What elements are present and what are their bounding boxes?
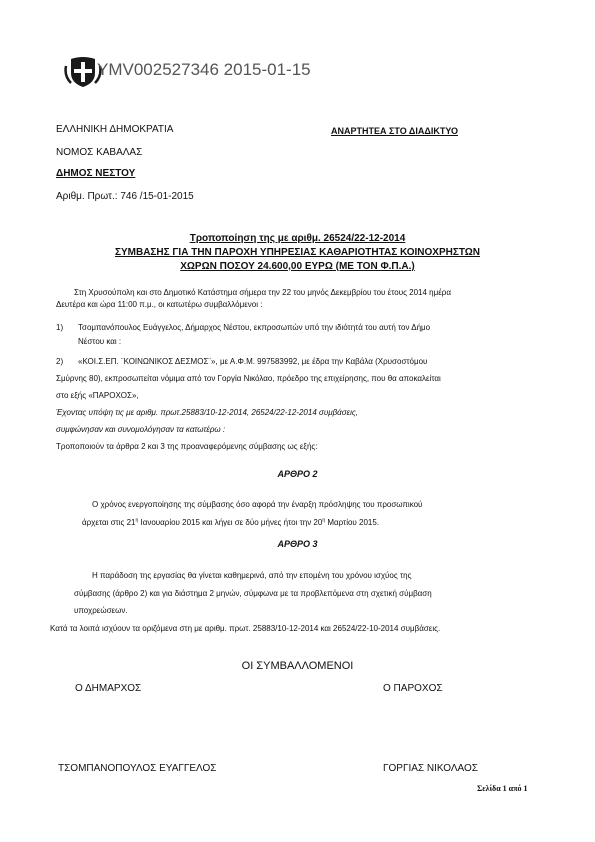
amendment-line: Τροποποιούν τα άρθρα 2 και 3 της προαναφερόμενης σύμβασης ως εξής: — [56, 442, 318, 451]
header-republic: ΕΛΛΗΝΙΚΗ ΔΗΜΟΚΡΑΤΙΑ — [56, 124, 174, 135]
intro-line-1: Στη Χρυσούπολη και στο Δημοτικό Κατάστημα σήμερα την 22 του μηνός Δεκεμβρίου του έτους 2014 ημέρα — [74, 288, 451, 297]
article-3-title: ΑΡΘΡΟ 3 — [277, 539, 318, 549]
page-number: Σελίδα 1 από 1 — [477, 784, 528, 793]
having-regard-line: Έχοντας υπόψη τις με αριθμ. πρωτ.25883/10-12-2014, 26524/22-12-2014 συμβάσεις, — [56, 408, 358, 417]
party-1-number: 1) — [56, 323, 64, 332]
header-protocol-number: Αριθμ. Πρωτ.: 746 /15-01-2015 — [56, 191, 194, 202]
header-municipality: ΔΗΜΟΣ ΝΕΣΤΟΥ — [56, 168, 136, 179]
article-3-line-2: σύμβασης (άρθρο 2) και για διάστημα 2 μηνών, σύμφωνα με τα προβλεπόμενα στη σχετική σύμβαση — [74, 589, 432, 598]
mayor-role: Ο ΔΗΜΑΡΧΟΣ — [75, 683, 142, 694]
party-1-line-1: Τσομπανόπουλος Ευάγγελος, Δήμαρχος Νέστου, εκπροσωπών υπό την ιδιότητά του αυτή τον Δήμο — [78, 323, 431, 332]
intro-line-2: Δευτέρα και ώρα 11:00 π.μ., οι κατωτέρω συμβαλλόμενοι : — [56, 300, 263, 309]
party-2-line-1: «ΚΟΙ.Σ.ΕΠ. ¨ΚΟΙΝΩΝΙΚΟΣ ΔΕΣΜΟΣ¨», με Α.Φ.Μ. 997583992, με έδρα την Καβάλα (Χρυσοστόμου — [78, 357, 428, 366]
party-2-line-2: Σμύρνης 80), εκπροσωπείται νόμιμα από τον Γοργία Νικόλαο, πρόεδρο της επιχείρησης, που θα αποκαλείται — [56, 374, 441, 383]
title-line-3: ΧΩΡΩΝ ΠΟΣΟΥ 24.600,00 ΕΥΡΩ (ΜΕ ΤΟΝ Φ.Π.Α.) — [180, 261, 415, 272]
article-3-line-3: υποχρεώσεων. — [74, 606, 128, 615]
article-3-line-1: Η παράδοση της εργασίας θα γίνεται καθημερινά, από την επομένη του χρόνου ισχύος της — [92, 571, 412, 580]
title-line-2: ΣΥΜΒΑΣΗΣ ΓΙΑ ΤΗΝ ΠΑΡΟΧΗ ΥΠΗΡΕΣΙΑΣ ΚΑΘΑΡΙΟΤΗΤΑΣ ΚΟΙΝΟΧΡΗΣΤΩΝ — [114, 247, 481, 258]
article-2-line-1: Ο χρόνος ενεργοποίησης της σύμβασης όσο αφορά την έναρξη πρόσληψης του προσωπικού — [92, 500, 423, 509]
provider-name: ΓΟΡΓΙΑΣ ΝΙΚΟΛΑΟΣ — [383, 763, 478, 774]
internet-posting-note: ΑΝΑΡΤΗΤΕΑ ΣΤΟ ΔΙΑΔΙΚΤΥΟ — [331, 126, 458, 136]
mayor-name: ΤΣΟΜΠΑΝΟΠΟΥΛΟΣ ΕΥΑΓΓΕΛΟΣ — [58, 763, 217, 774]
agreed-line: συμφώνησαν και συνομολόγησαν τα κατωτέρω : — [56, 425, 226, 434]
header-prefecture: ΝΟΜΟΣ ΚΑΒΑΛΑΣ — [56, 147, 143, 158]
closing-line: Κατά τα λοιπά ισχύουν τα οριζόμενα στη με αριθμ. πρωτ. 25883/10-12-2014 και 26524/22-10-2014 συμβάσεις. — [50, 624, 441, 633]
signatories-heading: ΟΙ ΣΥΜΒΑΛΛΟΜΕΝΟΙ — [241, 660, 354, 672]
party-1-line-2: Νέστου και : — [78, 337, 122, 346]
provider-role: Ο ΠΑΡΟΧΟΣ — [383, 683, 443, 694]
title-line-1: Τροποποίηση της με αριθμ. 26524/22-12-2014 — [189, 233, 406, 244]
party-2-line-3: στο εξής «ΠΑΡΟΧΟΣ», — [56, 391, 139, 400]
article-2-title: ΑΡΘΡΟ 2 — [277, 469, 318, 479]
document-code-stamp: ΥΜV002527346 2015-01-15 — [97, 60, 311, 79]
party-2-number: 2) — [56, 357, 64, 366]
article-2-line-2: άρχεται στις $21^\eta$ Ιανουαρίου 2015 και λήγει σε δύο μήνες ήτοι την $20^\eta$ Μαρτίου 2015. — [82, 517, 380, 527]
